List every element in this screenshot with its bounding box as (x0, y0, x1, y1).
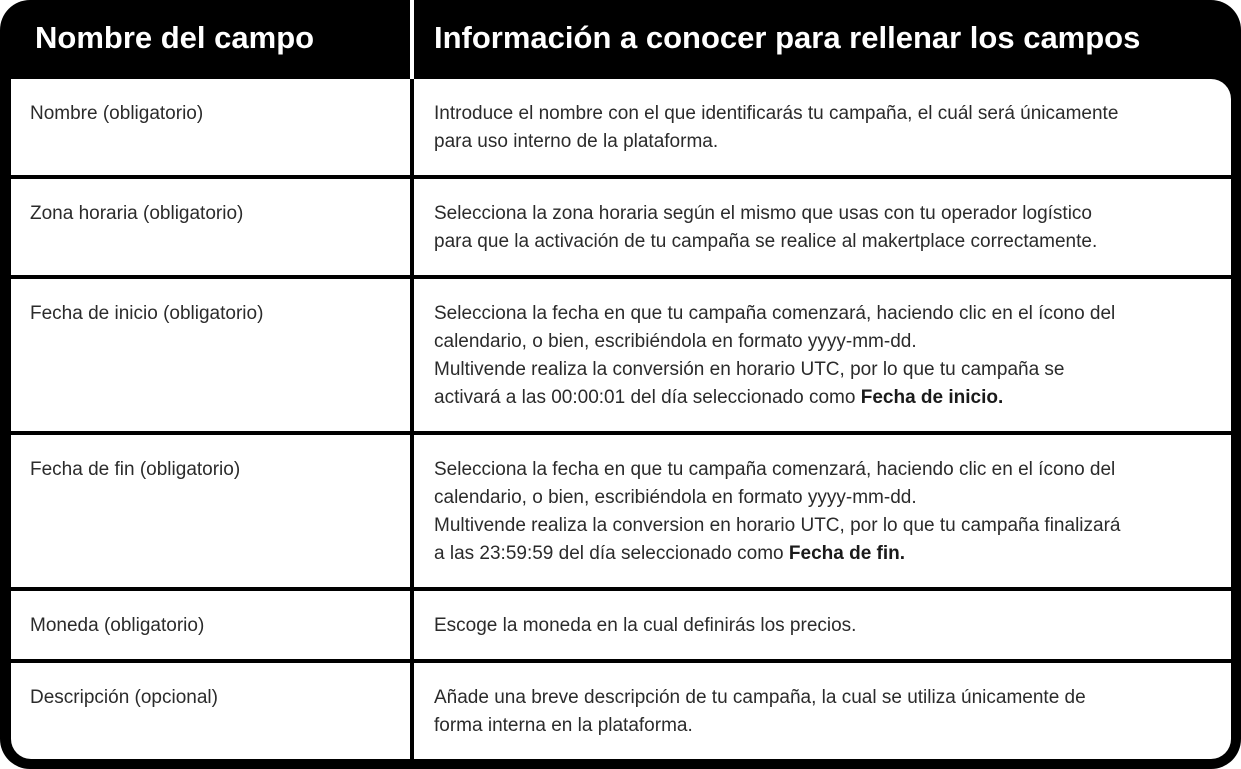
field-info-cell (414, 435, 1231, 587)
info-line: para que la activación de tu campaña se realice al makertplace correctamente. (434, 231, 1098, 252)
info-line: Selecciona la fecha en que tu campaña comenzará, haciendo clic en el ícono del (434, 459, 1116, 480)
header-field-info: Información a conocer para rellenar los campos (434, 20, 1141, 55)
info-line: calendario, o bien, escribiéndola en formato yyyy-mm-dd. (434, 487, 917, 508)
info-line: para uso interno de la plataforma. (434, 131, 719, 152)
field-name-cell: Nombre (obligatorio) (11, 79, 410, 175)
info-text: activará a las 00:00:01 del día seleccionado como (434, 387, 861, 408)
table-row (11, 591, 1231, 659)
info-line: forma interna en la plataforma. (434, 715, 693, 736)
field-info-cell (414, 591, 1231, 659)
field-name-cell: Moneda (obligatorio) (11, 591, 410, 659)
table-row (11, 279, 1231, 431)
table-row (11, 179, 1231, 275)
table-body (11, 79, 1231, 759)
info-line: Selecciona la zona horaria según el mismo que usas con tu operador logístico (434, 203, 1092, 224)
info-line: Multivende realiza la conversion en horario UTC, por lo que tu campaña finalizará (434, 515, 1121, 536)
field-info-cell (414, 79, 1231, 175)
info-line: calendario, o bien, escribiéndola en formato yyyy-mm-dd. (434, 331, 917, 352)
info-line: Escoge la moneda en la cual definirás los precios. (434, 615, 857, 636)
header-field-name: Nombre del campo (35, 20, 315, 55)
info-line: Introduce el nombre con el que identificarás tu campaña, el cuál será únicamente (434, 103, 1119, 124)
info-bold-term: Fecha de inicio. (860, 387, 1004, 408)
field-name-cell: Zona horaria (obligatorio) (11, 179, 410, 275)
table-row (11, 79, 1231, 175)
info-line: Selecciona la fecha en que tu campaña comenzará, haciendo clic en el ícono del (434, 303, 1116, 324)
info-line: Añade una breve descripción de tu campaña, la cual se utiliza únicamente de (434, 687, 1086, 708)
table-header (0, 0, 1241, 79)
field-name-cell: Descripción (opcional) (11, 663, 410, 759)
field-info-cell (414, 279, 1231, 431)
field-info-cell (414, 663, 1231, 759)
info-line-last (434, 384, 1211, 412)
table-row (11, 663, 1231, 759)
info-line: Multivende realiza la conversión en horario UTC, por lo que tu campaña se (434, 359, 1065, 380)
info-line-last (434, 540, 1211, 568)
field-name-cell: Fecha de inicio (obligatorio) (11, 279, 410, 431)
field-info-cell (414, 179, 1231, 275)
table-row (11, 435, 1231, 587)
info-text: a las 23:59:59 del día seleccionado como (434, 543, 789, 564)
field-name-cell: Fecha de fin (obligatorio) (11, 435, 410, 587)
info-bold-term: Fecha de fin. (788, 543, 906, 564)
